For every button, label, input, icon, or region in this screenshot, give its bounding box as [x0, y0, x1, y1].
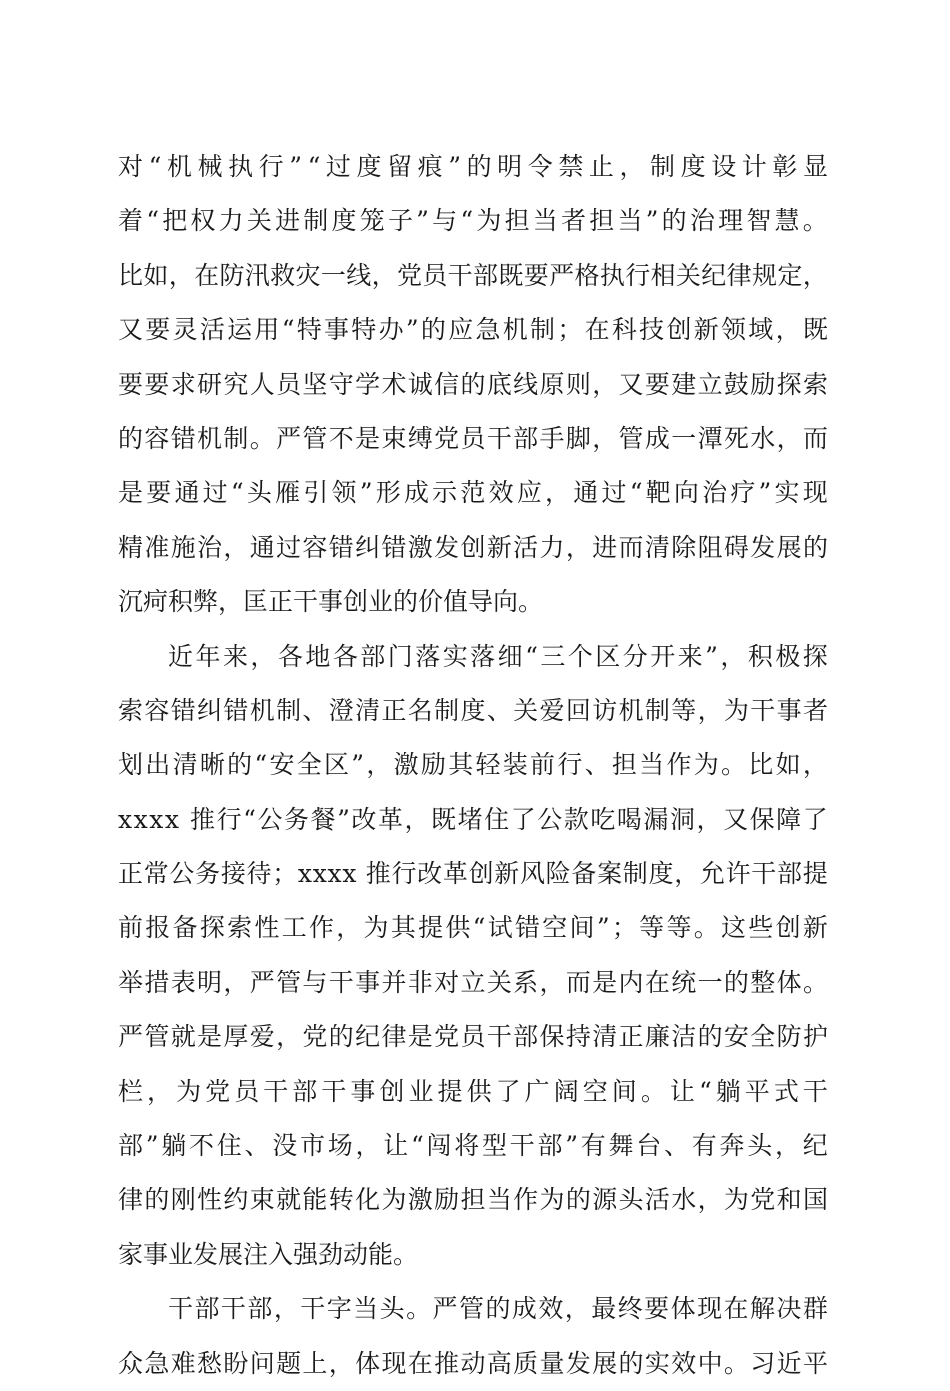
text-line: 律 的 刚 性 约 束 就 能 转 化 为 激 励 担 当 作 为 的 源 头 活 水 ， 为 党 和 国	[118, 1185, 828, 1215]
text-line: 正 常 公 务 接 待 ； x x x x 推 行 改 革 创 新 风 险 备 案 制 度 ， 允 许 干 部 提	[118, 859, 828, 889]
text-line: 比 如 ， 在 防 汛 救 灾 一 线 ， 党 员 干 部 既 要 严 格 执 行 相 关 纪 律 规 定 ，	[118, 260, 828, 290]
text-line: 要 要 求 研 究 人 员 坚 守 学 术 诚 信 的 底 线 原 则 ， 又 要 建 立 鼓 励 探 索	[118, 369, 828, 399]
text-line: 近 年 来 ， 各 地 各 部 门 落 实 落 细 “ 三 个 区 分 开 来 ” ， 积 极 探	[168, 641, 828, 671]
text-line: 的 容 错 机 制 。 严 管 不 是 束 缚 党 员 干 部 手 脚 ， 管 成 一 潭 死 水 ， 而	[118, 423, 828, 453]
text-line: 严 管 就 是 厚 爱 ， 党 的 纪 律 是 党 员 干 部 保 持 清 正 廉 洁 的 安 全 防 护	[118, 1022, 828, 1052]
text-line: 众 急 难 愁 盼 问 题 上 ， 体 现 在 推 动 高 质 量 发 展 的 实 效 中 。 习 近 平	[118, 1348, 828, 1378]
text-line: 干 部 干 部 ， 干 字 当 头 。 严 管 的 成 效 ， 最 终 要 体 现 在 解 决 群	[168, 1294, 828, 1324]
text-line: 是 要 通 过 “ 头 雁 引 领 ” 形 成 示 范 效 应 ， 通 过 “ 靶 向 治 疗 ” 实 现	[118, 478, 828, 508]
text-line: 精 准 施 治 ， 通 过 容 错 纠 错 激 发 创 新 活 力 ， 进 而 清 除 阻 碍 发 展 的	[118, 532, 828, 562]
text-line: 划 出 清 晰 的 “ 安 全 区 ” ， 激 励 其 轻 装 前 行 、 担 当 作 为 。 比 如 ，	[118, 750, 828, 780]
text-line: 栏 ， 为 党 员 干 部 干 事 创 业 提 供 了 广 阔 空 间 。 让 “ 躺 平 式 干	[118, 1076, 828, 1106]
text-line: 举 措 表 明 ， 严 管 与 干 事 并 非 对 立 关 系 ， 而 是 内 在 统 一 的 整 体 。	[118, 967, 828, 997]
text-line: 对 “ 机 械 执 行 ” “ 过 度 留 痕 ” 的 明 令 禁 止 ， 制 度 设 计 彰 显	[118, 152, 828, 181]
text-line: 家事业发展注入强劲动能。	[118, 1239, 419, 1269]
text-line: 又 要 灵 活 运 用 “ 特 事 特 办 ” 的 应 急 机 制 ； 在 科 技 创 新 领 域 ， 既	[118, 315, 828, 345]
text-line: 沉疴积弊，匡正干事创业的价值导向。	[118, 587, 544, 617]
text-line: x x x x 推 行 “ 公 务 餐 ” 改 革 ， 既 堵 住 了 公 款 吃 喝 漏 洞 ， 又 保 障 了	[118, 804, 828, 834]
text-line: 索 容 错 纠 错 机 制 、 澄 清 正 名 制 度 、 关 爱 回 访 机 制 等 ， 为 干 事 者	[118, 695, 828, 725]
text-line: 前 报 备 探 索 性 工 作 ， 为 其 提 供 “ 试 错 空 间 ” ； 等 等 。 这 些 创 新	[118, 913, 828, 943]
document-body	[118, 140, 828, 1391]
text-line: 着 “ 把 权 力 关 进 制 度 笼 子 ” 与 “ 为 担 当 者 担 当 ” 的 治 理 智 慧 。	[118, 206, 828, 236]
text-line: 部 ” 躺 不 住 、 没 市 场 ， 让 “ 闯 将 型 干 部 ” 有 舞 台 、 有 奔 头 ， 纪	[118, 1131, 828, 1161]
